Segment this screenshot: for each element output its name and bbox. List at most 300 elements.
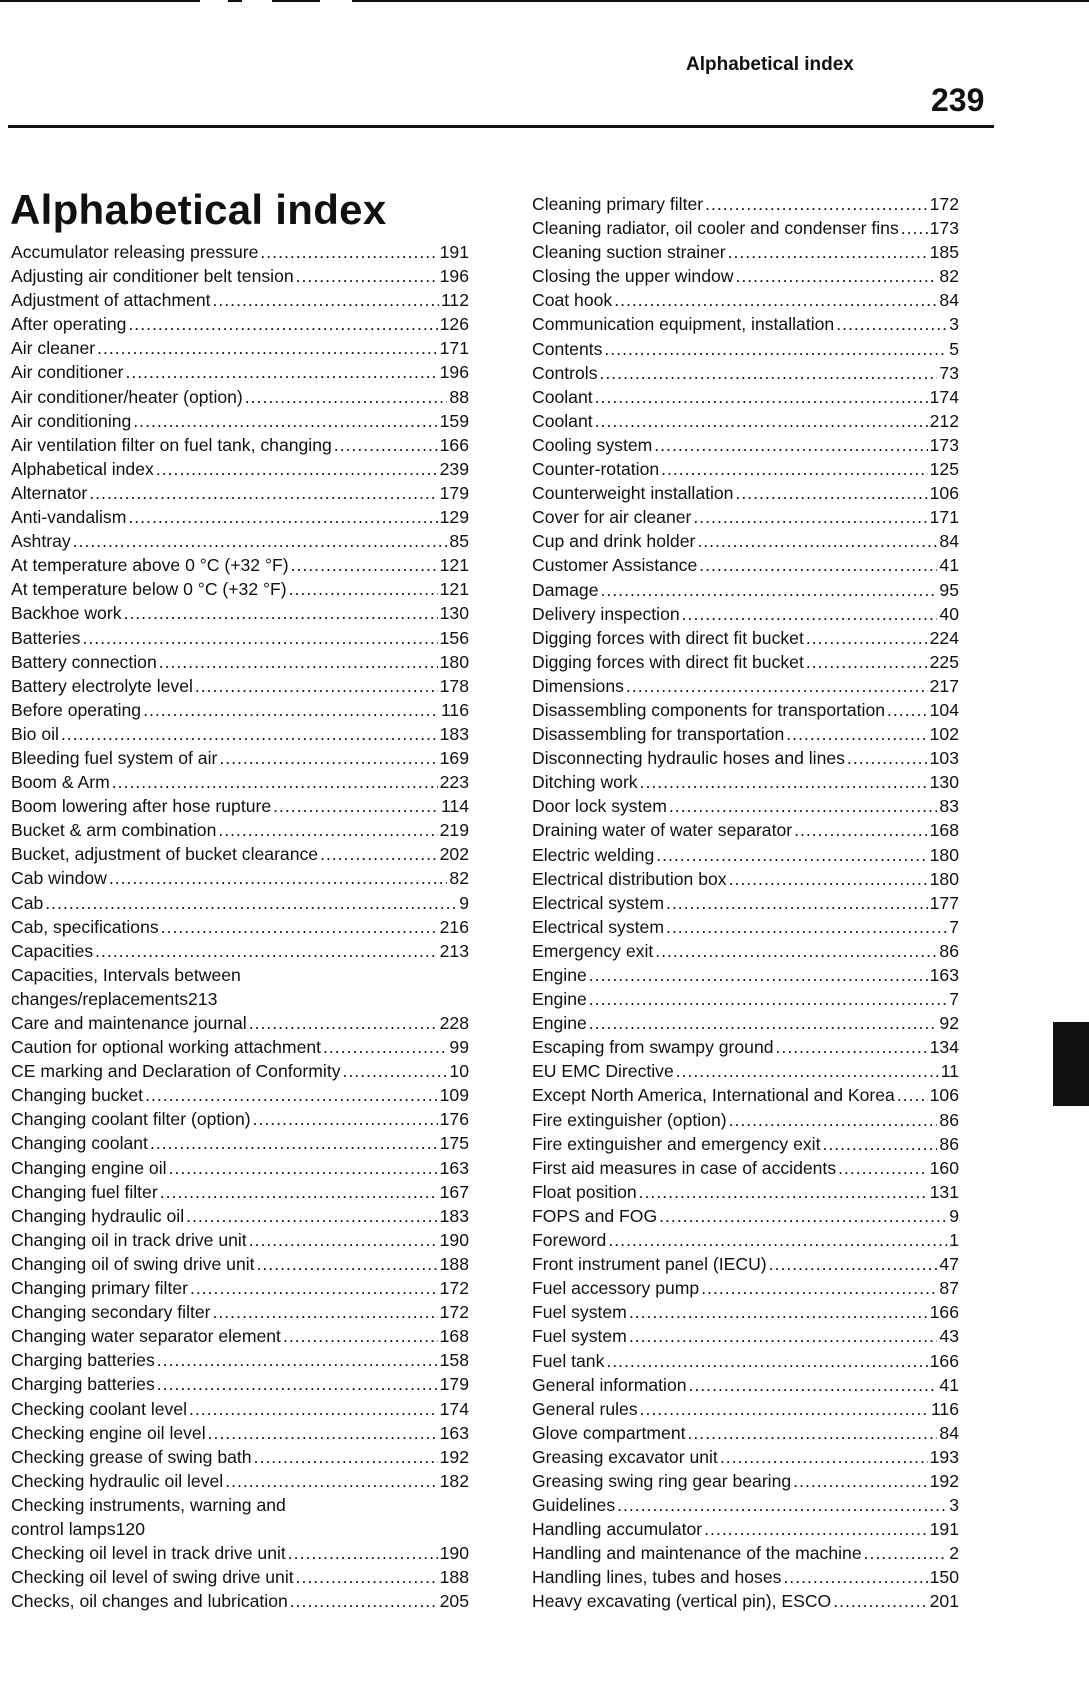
dot-leader [640, 1397, 929, 1421]
index-term: Draining water of water separator [532, 820, 793, 841]
index-page-number: 129 [439, 507, 469, 528]
index-entry [532, 891, 959, 915]
index-entry-continuation [11, 987, 469, 1011]
dot-leader [669, 794, 938, 818]
index-page-number: 160 [929, 1157, 959, 1178]
index-term: Ditching work [532, 772, 638, 793]
index-page-number: 172 [439, 1302, 469, 1323]
index-term: Changing oil of swing drive unit [11, 1253, 255, 1274]
index-term: Changing fuel filter [11, 1181, 158, 1202]
dot-leader [720, 1445, 928, 1469]
index-entry [11, 722, 469, 746]
index-entry [11, 1276, 469, 1300]
top-border-line [228, 0, 242, 2]
index-entry [532, 650, 959, 674]
index-term: Electrical system [532, 916, 664, 937]
index-term: Cup and drink holder [532, 531, 696, 552]
dot-leader [95, 939, 437, 963]
index-term: Charging batteries [11, 1374, 155, 1395]
index-page-number: 7 [949, 989, 959, 1010]
dot-leader [288, 1541, 438, 1565]
dot-leader [606, 1349, 927, 1373]
index-term: Electrical distribution box [532, 868, 727, 889]
dot-leader [112, 770, 438, 794]
top-border-line [352, 0, 1089, 2]
index-term: Fuel system [532, 1302, 627, 1323]
index-term: Changing hydraulic oil [11, 1205, 185, 1226]
index-page-number: 116 [440, 699, 469, 720]
index-page-number: 171 [439, 338, 469, 359]
dot-leader [704, 1517, 927, 1541]
index-entry [11, 1324, 469, 1348]
index-page-number: 191 [929, 1519, 959, 1540]
dot-leader [213, 1300, 438, 1324]
index-entry [532, 1252, 959, 1276]
index-page-number: 166 [439, 434, 469, 455]
index-page-number: 172 [439, 1278, 469, 1299]
index-page-number: 116 [930, 1398, 959, 1419]
index-term: Counter-rotation [532, 459, 660, 480]
index-page-number: 191 [439, 242, 469, 262]
index-entry [11, 1421, 469, 1445]
index-entry [11, 1252, 469, 1276]
index-page-number: 174 [929, 386, 959, 407]
index-entry [532, 1276, 959, 1300]
index-page-number: 213 [188, 988, 218, 1009]
index-page-number: 193 [929, 1446, 959, 1467]
index-entry [11, 385, 469, 409]
dot-leader [689, 1373, 938, 1397]
dot-leader [73, 529, 448, 553]
index-entry [11, 842, 469, 866]
index-page-number: 11 [940, 1061, 959, 1082]
dot-leader [589, 963, 928, 987]
index-page-number: 174 [439, 1398, 469, 1419]
index-entry [11, 891, 469, 915]
index-entry [532, 867, 959, 891]
index-entry [532, 457, 959, 481]
index-entry [532, 361, 959, 385]
index-term: Disassembling for transportation [532, 724, 785, 745]
dot-leader [806, 650, 928, 674]
dot-leader [838, 1156, 928, 1180]
index-entry [532, 409, 959, 433]
index-entry [532, 192, 959, 216]
index-entry [11, 1300, 469, 1324]
index-term: Changing water separator element [11, 1326, 281, 1347]
index-entry [532, 674, 959, 698]
index-term: After operating [11, 314, 127, 335]
index-entry [11, 1035, 469, 1059]
index-page-number: 134 [929, 1037, 959, 1058]
index-entry [532, 939, 959, 963]
index-entry [532, 1517, 959, 1541]
index-term: Contents [532, 338, 603, 359]
index-entry [11, 577, 469, 601]
dot-leader [659, 1204, 947, 1228]
dot-leader [109, 866, 448, 890]
dot-leader [822, 1132, 937, 1156]
index-entry [532, 505, 959, 529]
index-term: Dimensions [532, 675, 624, 696]
index-term: Electric welding [532, 844, 655, 865]
index-entry [532, 1204, 959, 1228]
dot-leader [617, 1493, 947, 1517]
index-entry [11, 1204, 469, 1228]
index-page-number: 168 [929, 820, 959, 841]
index-term: Capacities, Intervals between [11, 964, 241, 985]
index-page-number: 212 [929, 410, 959, 431]
index-entry [11, 1469, 469, 1493]
index-term: Cover for air cleaner [532, 507, 692, 528]
dot-leader [735, 481, 927, 505]
index-page-number: 183 [439, 1205, 469, 1226]
index-term: Engine [532, 989, 587, 1010]
index-page-number: 109 [439, 1085, 469, 1106]
index-term: Capacities [11, 940, 94, 961]
index-term: Communication equipment, installation [532, 314, 835, 335]
index-entry [532, 1300, 959, 1324]
index-term: Changing bucket [11, 1085, 144, 1106]
dot-leader [145, 1083, 438, 1107]
index-page-number: 158 [439, 1350, 469, 1371]
index-term: Battery connection [11, 651, 157, 672]
index-entry [532, 963, 959, 987]
index-entry [532, 1373, 959, 1397]
dot-leader [125, 360, 437, 384]
index-entry [11, 1228, 469, 1252]
dot-leader [639, 1180, 928, 1204]
index-page-number: 167 [439, 1181, 469, 1202]
index-term: Handling lines, tubes and hoses [532, 1567, 782, 1588]
index-term: Charging batteries [11, 1350, 155, 1371]
dot-leader [260, 240, 437, 264]
index-page-number: 84 [939, 531, 959, 552]
index-term: Greasing excavator unit [532, 1446, 718, 1467]
dot-leader [654, 433, 927, 457]
dot-leader [195, 674, 438, 698]
dot-leader [661, 457, 928, 481]
index-term: Boom lowering after hose rupture [11, 796, 272, 817]
index-page-number: 121 [439, 555, 469, 576]
dot-leader [159, 650, 438, 674]
index-entry [532, 1541, 959, 1565]
dot-leader [257, 1252, 438, 1276]
dot-leader [864, 1541, 948, 1565]
dot-leader [249, 1011, 438, 1035]
index-page-number: 104 [929, 699, 959, 720]
index-term: Cleaning suction strainer [532, 242, 726, 263]
dot-leader [629, 1324, 938, 1348]
page-title: Alphabetical index [10, 186, 387, 233]
dot-leader [786, 722, 927, 746]
index-term: Coolant [532, 410, 593, 431]
index-entry [532, 698, 959, 722]
index-term: Checking grease of swing bath [11, 1446, 252, 1467]
index-entry [532, 1132, 959, 1156]
index-entry [11, 1397, 469, 1421]
dot-leader [254, 1445, 438, 1469]
index-page-number: 82 [939, 266, 959, 287]
index-page-number: 86 [939, 1109, 959, 1130]
index-page-number: 202 [439, 844, 469, 865]
index-term: Changing engine oil [11, 1157, 167, 1178]
index-term: Alternator [11, 482, 88, 503]
dot-leader [219, 746, 437, 770]
dot-leader [320, 842, 438, 866]
dot-leader [218, 818, 437, 842]
index-page-number: 192 [439, 1446, 469, 1467]
index-entry-continuation [11, 1517, 469, 1541]
index-page-number: 131 [929, 1181, 959, 1202]
index-page-number: 190 [439, 1229, 469, 1250]
index-entry [532, 529, 959, 553]
index-page-number: 192 [929, 1470, 959, 1491]
index-entry [11, 481, 469, 505]
dot-leader [190, 1276, 438, 1300]
index-page-number: 120 [115, 1518, 145, 1539]
index-entry [532, 1059, 959, 1083]
index-term: Care and maintenance journal [11, 1013, 247, 1033]
index-entry [11, 1348, 469, 1372]
dot-leader [595, 409, 928, 433]
dot-leader [124, 601, 438, 625]
top-border-line [0, 0, 200, 2]
index-page-number: 159 [439, 410, 469, 431]
dot-leader [776, 1035, 928, 1059]
index-entry [532, 216, 959, 240]
index-page-number: 183 [439, 723, 469, 744]
index-entry [532, 1349, 959, 1373]
index-term: Glove compartment [532, 1422, 686, 1443]
index-term: Checking instruments, warning and [11, 1494, 286, 1515]
dot-leader [629, 1300, 928, 1324]
index-page-number: 213 [439, 940, 469, 961]
index-term: First aid measures in case of accidents [532, 1157, 837, 1178]
index-term: Battery electrolyte level [11, 675, 193, 696]
dot-leader [806, 626, 928, 650]
index-entry [532, 1035, 959, 1059]
index-term: Checking oil level of swing drive unit [11, 1567, 294, 1588]
index-entry [532, 915, 959, 939]
index-term: General information [532, 1374, 687, 1395]
index-page-number: 126 [439, 314, 469, 335]
index-entry [11, 601, 469, 625]
index-term: Handling accumulator [532, 1519, 703, 1540]
index-entry [532, 1493, 959, 1517]
dot-leader [693, 505, 927, 529]
dot-leader [682, 602, 938, 626]
index-term: Disconnecting hydraulic hoses and lines [532, 748, 845, 769]
index-term: Checking oil level in track drive unit [11, 1543, 286, 1564]
index-page-number: 180 [929, 844, 959, 865]
index-entry [11, 746, 469, 770]
index-term: Cooling system [532, 434, 653, 455]
index-page-number: 92 [939, 1013, 959, 1034]
index-term: Fuel system [532, 1326, 627, 1347]
index-page-number: 201 [929, 1591, 959, 1612]
index-page-number: 172 [929, 194, 959, 214]
dot-leader [729, 1108, 938, 1132]
index-term: Engine [532, 1013, 587, 1034]
index-page-number: 112 [440, 290, 469, 311]
dot-leader [89, 481, 437, 505]
index-entry [532, 770, 959, 794]
index-term: Front instrument panel (IECU) [532, 1254, 767, 1275]
index-term: Controls [532, 362, 598, 383]
index-page-number: 83 [939, 796, 959, 817]
index-term: Except North America, International and Korea [532, 1085, 895, 1106]
index-term: Caution for optional working attachment [11, 1037, 322, 1058]
index-term: changes/replacements [11, 988, 189, 1009]
index-page-number: 86 [939, 1133, 959, 1154]
index-term: FOPS and FOG [532, 1205, 658, 1226]
index-entry [532, 1180, 959, 1204]
index-term: Ashtray [11, 531, 71, 552]
dot-leader [161, 915, 438, 939]
index-page-number: 177 [929, 892, 959, 913]
index-page-number: 10 [449, 1061, 469, 1082]
index-entry [532, 312, 959, 336]
index-page-number: 180 [929, 868, 959, 889]
index-entry [532, 602, 959, 626]
dot-leader [793, 1469, 927, 1493]
index-entry [11, 1541, 469, 1565]
index-entry [532, 722, 959, 746]
dot-leader [604, 337, 947, 361]
index-page-number: 99 [449, 1037, 469, 1058]
index-term: Cab [11, 892, 44, 913]
index-page-number: 40 [939, 603, 959, 624]
index-term: Engine [532, 965, 587, 985]
dot-leader [769, 1252, 938, 1276]
dot-leader [701, 1276, 937, 1300]
index-page-number: 190 [439, 1543, 469, 1564]
index-page-number: 179 [439, 1374, 469, 1395]
dot-leader [186, 1204, 438, 1228]
index-page-number: 163 [439, 1157, 469, 1178]
index-page-number: 196 [439, 266, 469, 287]
index-term: Checking engine oil level [11, 1422, 206, 1443]
index-entry [532, 578, 959, 602]
index-term: Fire extinguisher and emergency exit [532, 1133, 821, 1154]
index-entry [532, 1445, 959, 1469]
dot-leader [289, 577, 438, 601]
index-entry [11, 1156, 469, 1180]
index-term: Escaping from swampy ground [532, 1037, 774, 1058]
index-term: Checking coolant level [11, 1398, 188, 1419]
dot-leader [608, 1228, 947, 1252]
index-page-number: 130 [929, 772, 959, 793]
index-entry [532, 987, 959, 1011]
index-page-number: 223 [439, 772, 469, 793]
running-header: Alphabetical index [686, 54, 854, 75]
index-page-number: 106 [929, 1085, 959, 1106]
index-term: Air ventilation filter on fuel tank, changing [11, 434, 332, 455]
index-term: EU EMC Directive [532, 1061, 674, 1082]
dot-leader [225, 1469, 437, 1493]
dot-leader [655, 939, 937, 963]
index-term: Digging forces with direct fit bucket [532, 651, 804, 672]
dot-leader [897, 1083, 928, 1107]
index-entry [11, 866, 469, 890]
index-page-number: 5 [949, 338, 959, 359]
index-page-number: 188 [439, 1253, 469, 1274]
index-term: Checking hydraulic oil level [11, 1470, 224, 1491]
index-entry [11, 1011, 469, 1035]
dot-leader [296, 1565, 438, 1589]
dot-leader [291, 553, 438, 577]
index-page-number: 217 [929, 675, 959, 696]
index-term: Boom & Arm [11, 772, 110, 793]
index-entry [11, 1493, 469, 1541]
index-entry [532, 626, 959, 650]
index-entry [532, 240, 959, 264]
index-entry [532, 1011, 959, 1035]
dot-leader [296, 264, 438, 288]
index-entry [11, 433, 469, 457]
index-column-right [532, 192, 959, 1614]
index-page-number: 185 [929, 242, 959, 263]
index-term: Fuel accessory pump [532, 1278, 700, 1299]
index-page-number: 114 [440, 796, 469, 817]
index-entry [11, 240, 469, 264]
index-term: Door lock system [532, 796, 667, 817]
dot-leader [697, 529, 937, 553]
index-entry [532, 385, 959, 409]
index-entry [11, 1131, 469, 1155]
index-term: Cleaning primary filter [532, 194, 704, 214]
index-page-number: 102 [929, 724, 959, 745]
page-number: 239 [931, 82, 985, 118]
dot-leader [160, 1180, 438, 1204]
index-term: Greasing swing ring gear bearing [532, 1470, 792, 1491]
index-entry [11, 1180, 469, 1204]
dot-leader [290, 1589, 438, 1613]
index-term: Cab, specifications [11, 916, 159, 937]
index-term: Batteries [11, 627, 81, 648]
dot-leader [640, 770, 928, 794]
index-page-number: 224 [929, 627, 959, 648]
dot-leader [699, 553, 937, 577]
index-page-number: 9 [459, 892, 469, 913]
index-entry [11, 1589, 469, 1613]
index-page-number: 95 [939, 579, 959, 600]
index-entry [11, 264, 469, 288]
dot-leader [705, 192, 928, 216]
index-page-number: 87 [939, 1278, 959, 1299]
dot-leader [729, 867, 928, 891]
index-page-number: 196 [439, 362, 469, 383]
dot-leader [614, 288, 937, 312]
dot-leader [169, 1156, 438, 1180]
index-term: Changing coolant [11, 1133, 148, 1154]
dot-leader [833, 1589, 927, 1613]
dot-leader [589, 1011, 938, 1035]
index-page-number: 3 [949, 1495, 959, 1516]
index-page-number: 84 [939, 1422, 959, 1443]
index-entry [11, 529, 469, 553]
dot-leader [783, 1565, 927, 1589]
index-page-number: 88 [449, 386, 469, 407]
dot-leader [656, 843, 927, 867]
dot-leader [45, 891, 457, 915]
index-entry [532, 553, 959, 577]
index-page-number: 178 [439, 675, 469, 696]
index-term: Accumulator releasing pressure [11, 242, 259, 262]
dot-leader [189, 1397, 438, 1421]
index-term: Digging forces with direct fit bucket [532, 627, 804, 648]
